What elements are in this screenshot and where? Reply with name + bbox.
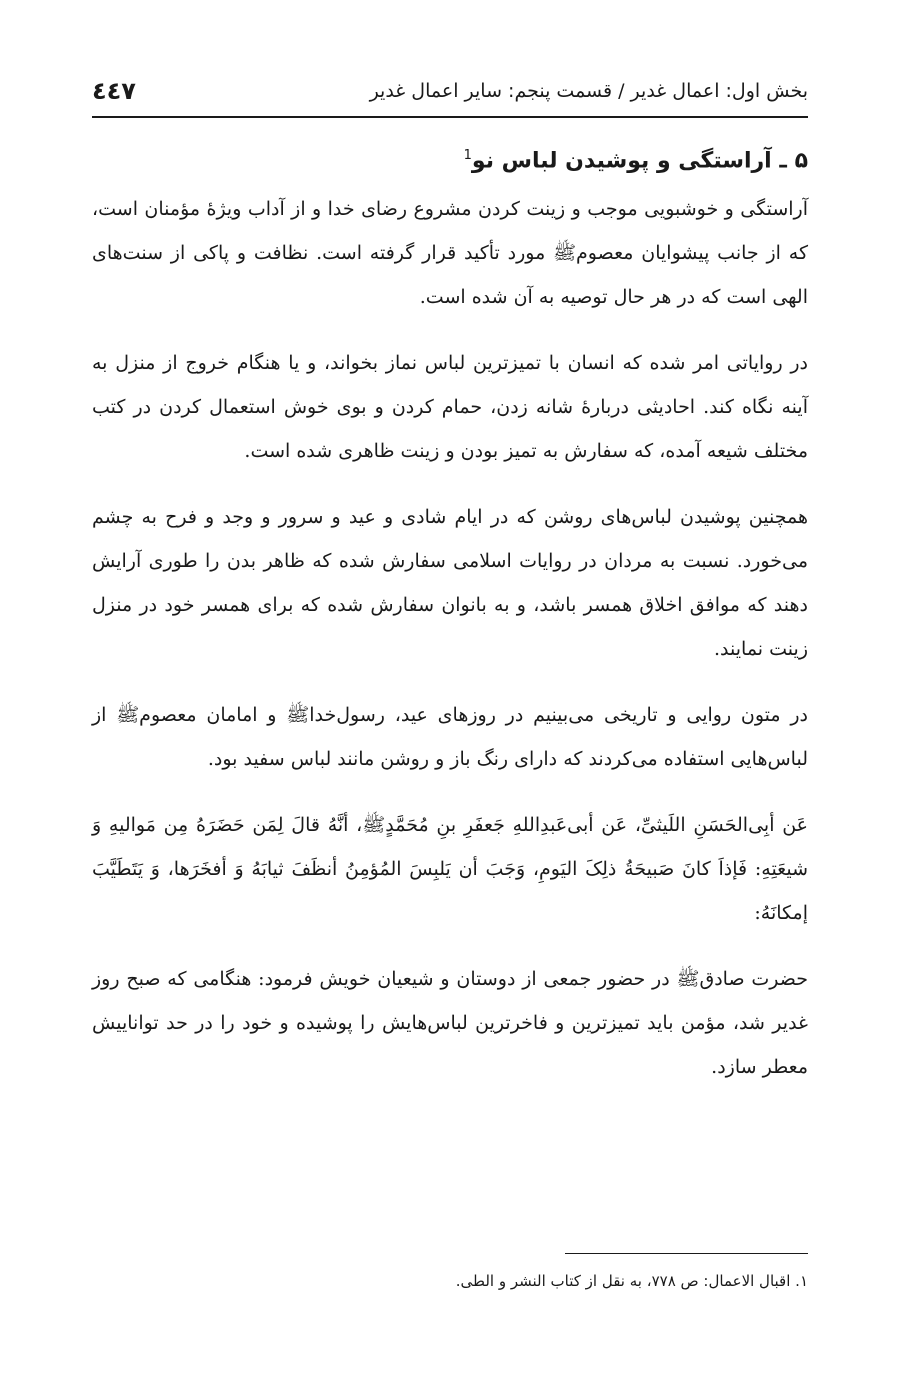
- footnote-marker: 1: [463, 148, 472, 163]
- section-title-text: ۵ ـ آراستگی و پوشیدن لباس نو: [471, 148, 808, 174]
- paragraph-4: در متون روایی و تاریخی می‌بینیم در روزهای عید، رسول‌خداﷺ و امامان معصومﷺ از لباس‌هایی استفاده می‌کردند که دارای رنگ باز و روشن مانند لباس سفید بود.: [92, 704, 808, 771]
- paragraph-1: آراستگی و خوشبویی موجب و زینت کردن مشروع رضای خدا و از آداب ویژهٔ مؤمنان است، که از جانب پیشوایان معصومﷺ مورد تأکید قرار گرفته است. نظافت و پاکی از سنت‌های الهی است که در هر حال توصیه به آن شده است.: [92, 198, 808, 309]
- hadith-text: عَن أبِی‌الحَسَنِ اللَیثیِّ، عَن أبی‌عَبدِاللهِ جَعفَرِ بنِ مُحَمَّدٍﷺ، أنَّهُ قالَ لِمَن حَضَرَهُ مِن مَوالیهِ وَ شیعَتِهِ: فَإذاَ کانَ صَبیحَةُ ذلِکَ الیَومِ، وَجَبَ أن یَلبِسَ المُؤمِنُ أنظَفَ ثیابَهُ وَ أفخَرَها، وَ یَتَطَیَّبَ إمکانَهُ:: [92, 814, 808, 925]
- page-body: [92, 136, 808, 1111]
- running-head: بخش اول: اعمال غدیر / قسمت پنجم: سایر اعمال غدیر: [369, 80, 808, 102]
- page-header: [92, 66, 808, 118]
- page-number: ٤٤٧: [92, 77, 136, 105]
- translation-text: حضرت صادقﷺ در حضور جمعی از دوستان و شیعیان خویش فرمود: هنگامی که صبح روز غدیر شد، مؤمن باید تمیزترین و فاخرترین لباس‌هایش را پوشیده و خود را در حد تواناییش معطر سازد.: [92, 968, 808, 1079]
- footnote-divider: [565, 1253, 808, 1254]
- section-title: [92, 136, 808, 181]
- paragraph-3: همچنین پوشیدن لباس‌های روشن که در ایام شادی و عید و سرور و وجد و فرح به چشم می‌خورد. نسبت به مردان در روایات اسلامی سفارش شده که ظاهر بدن را طوری آرایش دهند که موافق اخلاق همسر باشد، و به بانوان سفارش شده که برای همسر خود در منزل زینت نمایند.: [92, 506, 808, 661]
- paragraph-2: در روایاتی امر شده که انسان با تمیزترین لباس نماز بخواند، و یا هنگام خروج از منزل به آینه نگاه کند. احادیثی دربارهٔ شانه زدن، حمام کردن و بوی خوش استعمال کردن در کتب مختلف شیعه آمده، که سفارش به تمیز بودن و زینت ظاهری شده است.: [92, 352, 808, 463]
- footnote: ١. اقبال الاعمال: ص ٧٧٨، به نقل از کتاب النشر و الطی.: [455, 1272, 808, 1290]
